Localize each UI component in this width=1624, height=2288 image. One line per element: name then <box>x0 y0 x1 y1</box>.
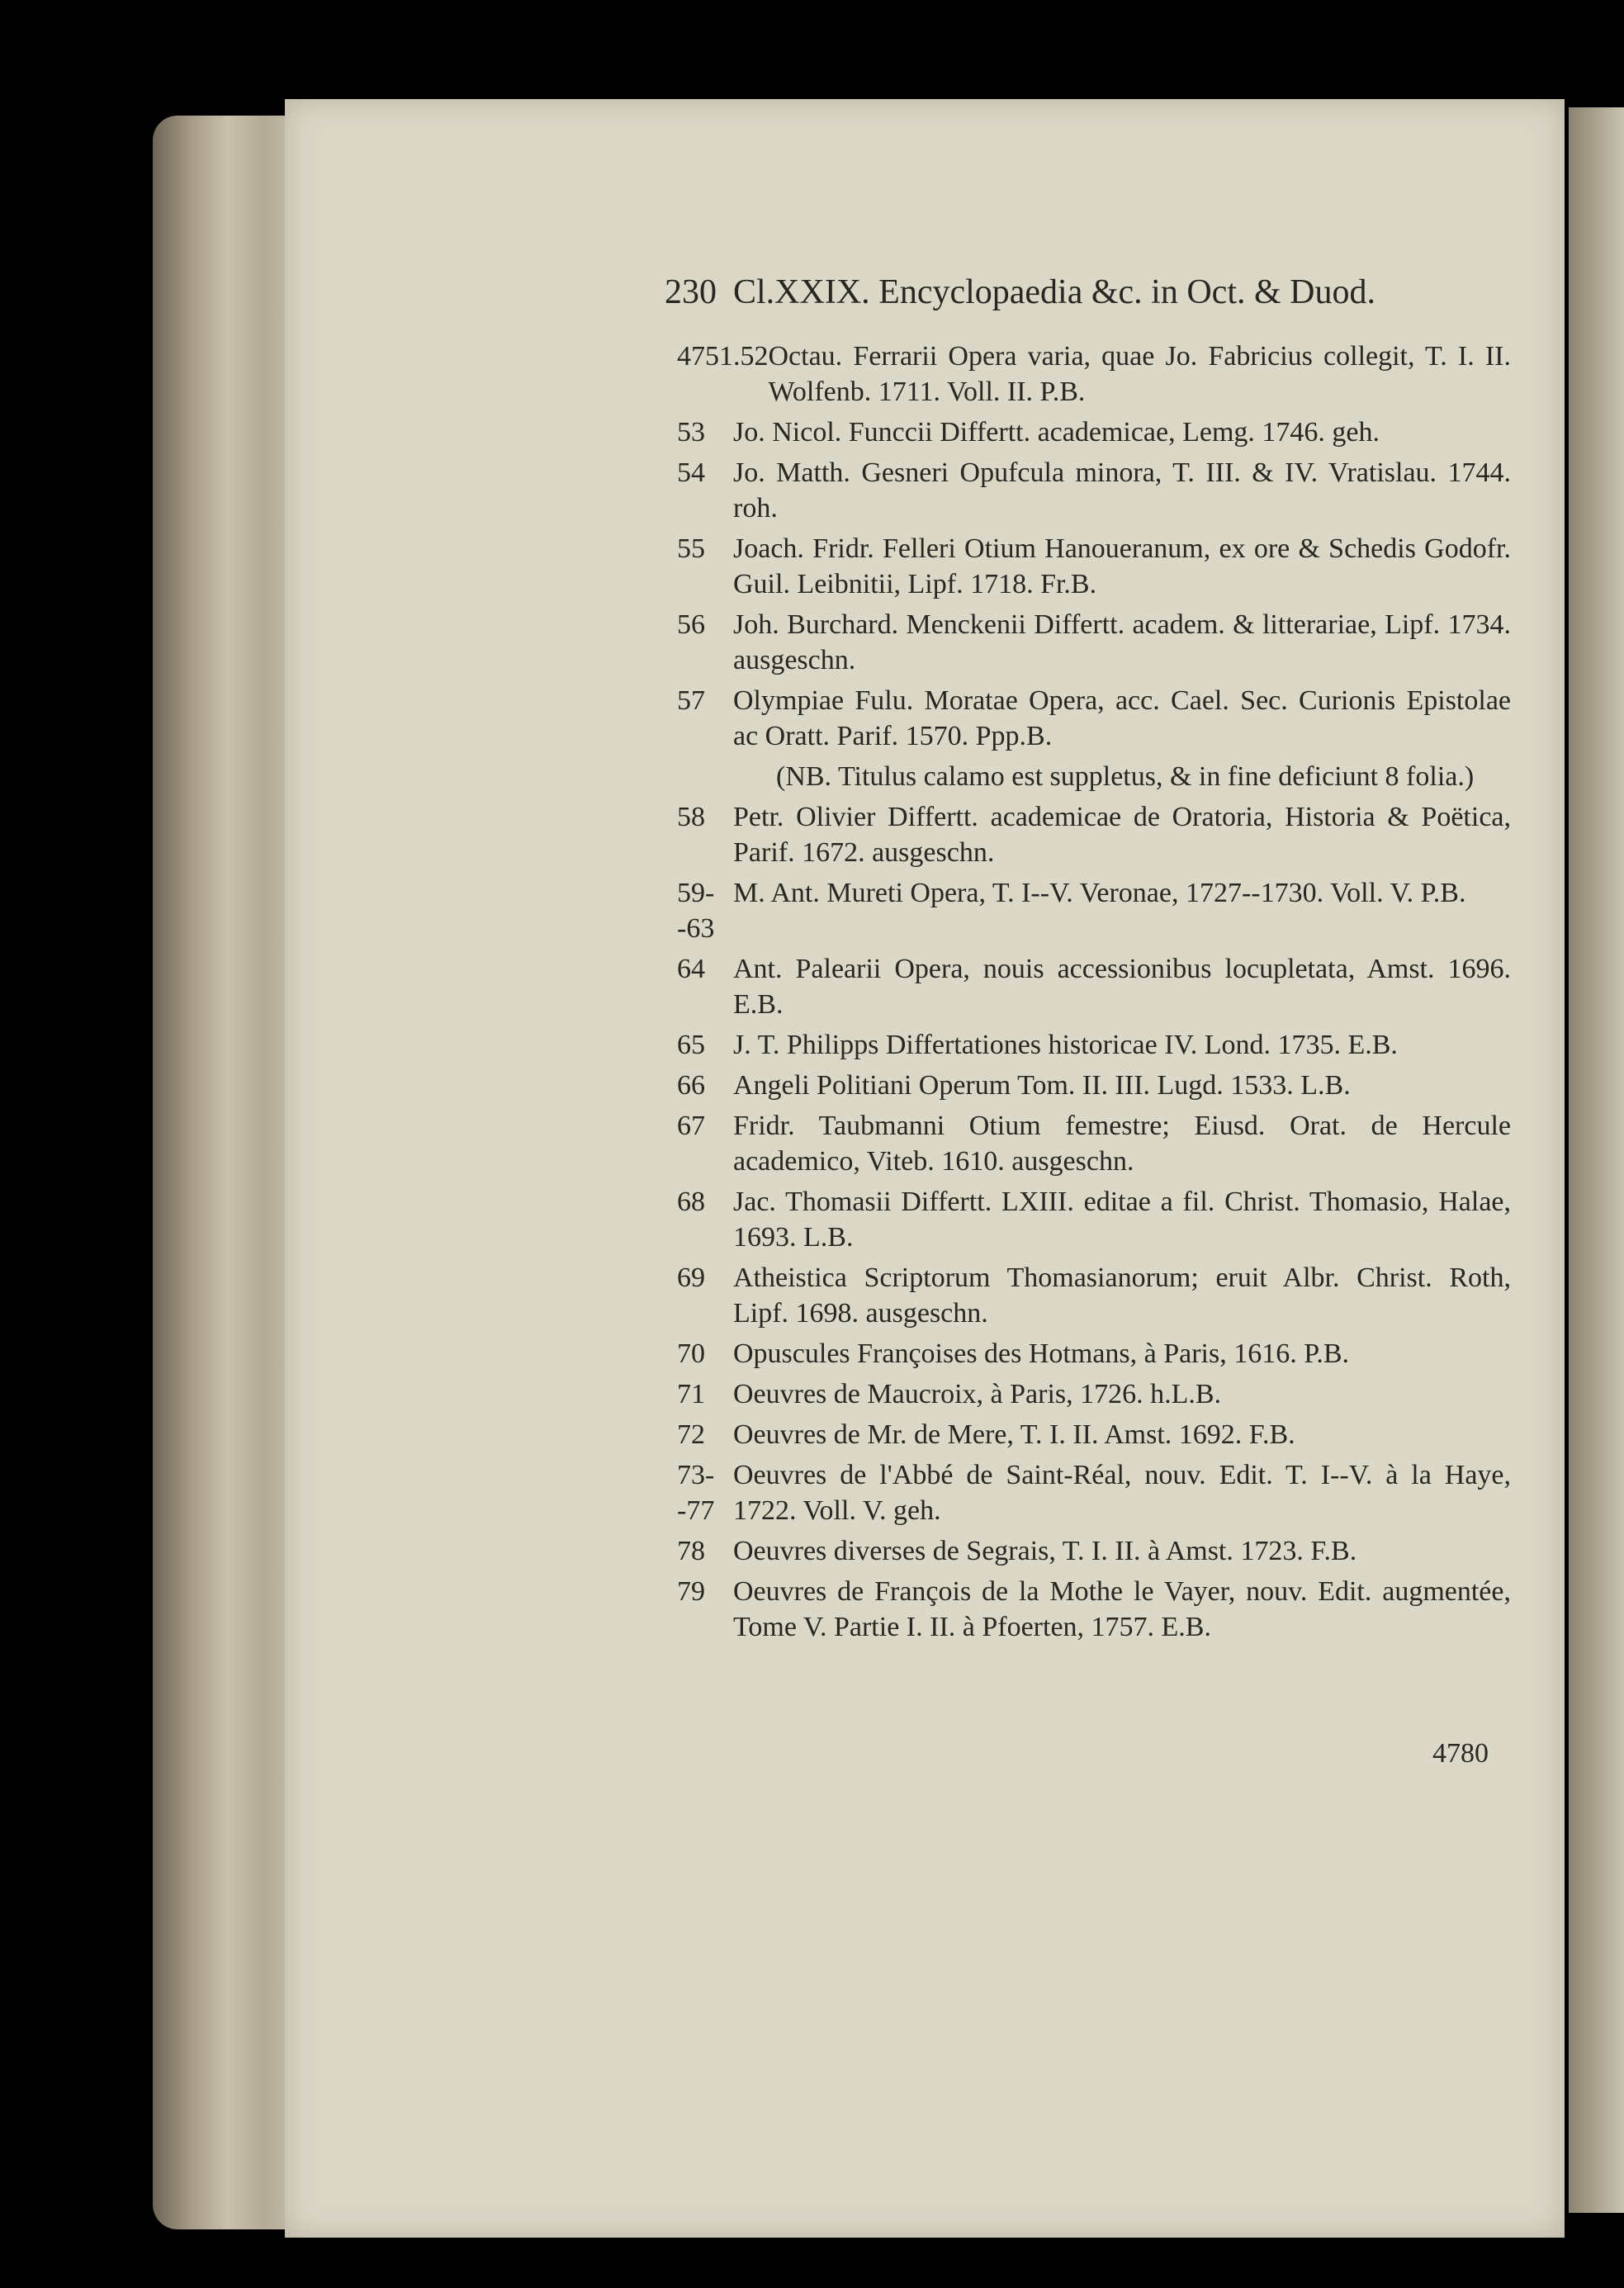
catalog-entry <box>677 1260 1511 1331</box>
running-head <box>665 272 1507 312</box>
catalog-entry <box>677 1027 1511 1063</box>
entry-number: 70 <box>677 1338 705 1369</box>
page-title: Cl.XXIX. Encyclopaedia &c. in Oct. & Duod. <box>733 273 1375 311</box>
catalog-entry <box>677 1108 1511 1179</box>
entry-number: 54 <box>677 457 705 488</box>
entry-number: 57 <box>677 685 705 716</box>
entry-text: Oeuvres de Mr. de Mere, T. I. II. Amst. 1692. F.B. <box>733 1419 1295 1450</box>
entry-number: 56 <box>677 609 705 640</box>
catalog-note <box>677 759 1511 794</box>
entry-text: Joh. Burchard. Menckenii Differtt. academ. & litterariae, Lipf. 1734. ausgeschn. <box>733 609 1511 675</box>
entry-text: Oeuvres de Maucroix, à Paris, 1726. h.L.B. <box>733 1379 1222 1409</box>
entry-number: 69 <box>677 1262 705 1293</box>
entry-text: J. T. Philipps Differtationes historicae IV. Lond. 1735. E.B. <box>733 1030 1398 1060</box>
entry-number: 73--77 <box>677 1460 715 1526</box>
entry-text: M. Ant. Mureti Opera, T. I--V. Veronae, 1727--1730. Voll. V. P.B. <box>733 878 1466 908</box>
catalog-entry <box>677 1457 1511 1528</box>
entry-text: Angeli Politiani Operum Tom. II. III. Lugd. 1533. L.B. <box>733 1070 1351 1101</box>
entry-number: 66 <box>677 1070 705 1101</box>
catalog-entry <box>677 1574 1511 1645</box>
catalog-entry <box>677 414 1511 450</box>
entry-number: 68 <box>677 1187 705 1217</box>
catalog-entry <box>677 799 1511 870</box>
entry-number: 71 <box>677 1379 705 1409</box>
entry-text: Atheistica Scriptorum Thomasianorum; eruit Albr. Christ. Roth, Lipf. 1698. ausgeschn. <box>733 1262 1511 1329</box>
entry-number: 65 <box>677 1030 705 1060</box>
catalog-entry <box>677 683 1511 754</box>
catalog-entry <box>677 455 1511 526</box>
entry-text: Olympiae Fulu. Moratae Opera, acc. Cael. Sec. Curionis Epistolae ac Oratt. Parif. 1570. Ppp.B. <box>733 685 1511 751</box>
entry-number: 55 <box>677 533 705 564</box>
entry-number: 53 <box>677 417 705 448</box>
catchword: 4780 <box>1432 1738 1489 1769</box>
entry-text: Ant. Palearii Opera, nouis accessionibus locupletata, Amst. 1696. E.B. <box>733 954 1511 1020</box>
entry-text: Joach. Fridr. Felleri Otium Hanoueranum, ex ore & Schedis Godofr. Guil. Leibnitii, Lipf. 1718. Fr.B. <box>733 533 1511 599</box>
entry-number: 79 <box>677 1576 705 1607</box>
catalog-entry <box>677 1068 1511 1103</box>
catalog-entry <box>677 951 1511 1022</box>
entry-text: Oeuvres de l'Abbé de Saint-Réal, nouv. Edit. T. I--V. à la Haye, 1722. Voll. V. geh. <box>733 1460 1511 1526</box>
entry-text: Jo. Nicol. Funccii Differtt. academicae, Lemg. 1746. geh. <box>733 417 1380 448</box>
page-number: 230 <box>665 273 717 311</box>
page-edges <box>153 116 301 2229</box>
entry-text: Opuscules Françoises des Hotmans, à Paris, 1616. P.B. <box>733 1338 1350 1369</box>
entry-number: 58 <box>677 802 705 832</box>
entry-text: Fridr. Taubmanni Otium femestre; Eiusd. Orat. de Hercule academico, Viteb. 1610. ausgeschn. <box>733 1111 1511 1177</box>
entry-number: 78 <box>677 1536 705 1566</box>
entry-text: Oeuvres diverses de Segrais, T. I. II. à Amst. 1723. F.B. <box>733 1536 1357 1566</box>
catalog-entry <box>677 1336 1511 1371</box>
entry-number: 72 <box>677 1419 705 1450</box>
entry-number: 67 <box>677 1111 705 1141</box>
entry-text: Petr. Olivier Differtt. academicae de Oratoria, Historia & Poëtica, Parif. 1672. ausgeschn. <box>733 802 1511 868</box>
entry-number: 4751.52 <box>677 341 769 372</box>
entry-text: Jo. Matth. Gesneri Opufcula minora, T. III. & IV. Vratislau. 1744. roh. <box>733 457 1511 523</box>
catalog-entries <box>677 339 1511 1650</box>
facing-page-edge <box>1569 107 1624 2213</box>
entry-text: Oeuvres de François de la Mothe le Vayer, nouv. Edit. augmentée, Tome V. Partie I. II. à Pfoerten, 1757. E.B. <box>733 1576 1511 1642</box>
catalog-entry <box>677 875 1511 946</box>
entry-number: 59--63 <box>677 878 715 944</box>
catalog-entry <box>677 1184 1511 1255</box>
catalog-entry <box>677 339 1511 410</box>
entry-number: 64 <box>677 954 705 984</box>
catalog-entry <box>677 1376 1511 1412</box>
entry-text: Jac. Thomasii Differtt. LXIII. editae a fil. Christ. Thomasio, Halae, 1693. L.B. <box>733 1187 1511 1253</box>
catalog-entry <box>677 1533 1511 1569</box>
catalog-entry <box>677 607 1511 678</box>
entry-text: Octau. Ferrarii Opera varia, quae Jo. Fabricius collegit, T. I. II. Wolfenb. 1711. Voll. II. P.B. <box>768 341 1511 407</box>
note-text: (NB. Titulus calamo est suppletus, & in fine deficiunt 8 folia.) <box>776 761 1475 792</box>
catalog-entry <box>677 531 1511 602</box>
catalog-entry <box>677 1417 1511 1452</box>
